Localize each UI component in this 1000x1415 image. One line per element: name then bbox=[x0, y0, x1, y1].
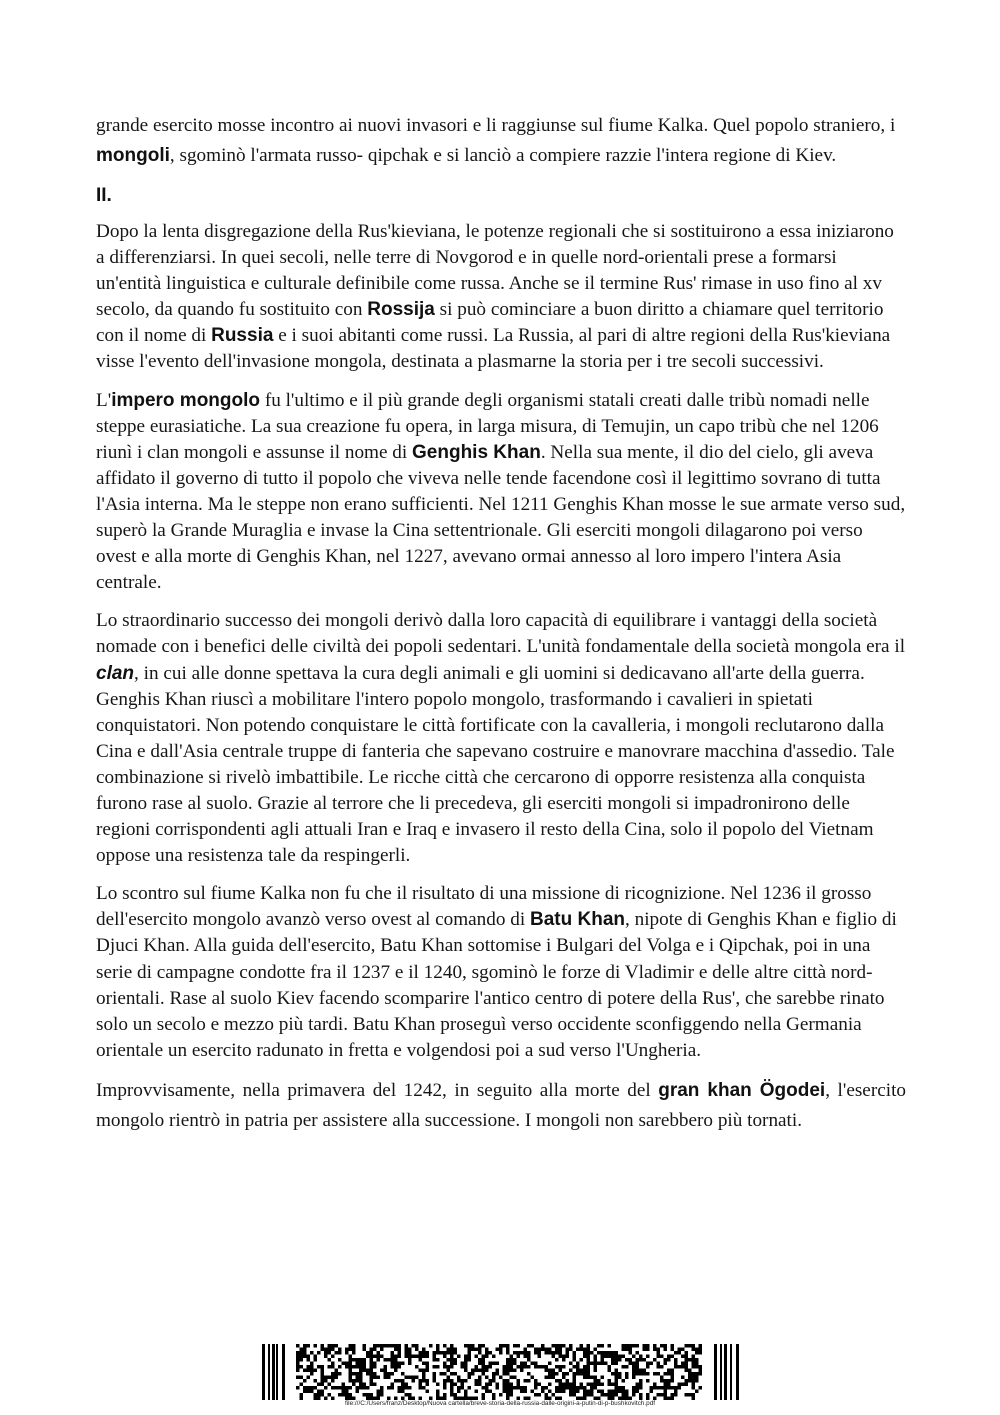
bold-term: Genghis Khan bbox=[412, 441, 541, 463]
page-footer bbox=[248, 1332, 752, 1410]
bold-term: Russia bbox=[211, 325, 274, 347]
paragraph-rus-disintegration bbox=[96, 219, 906, 376]
text-run: grande esercito mosse incontro ai nuovi invasori e li raggiunse sul fiume Kalka. Quel popolo straniero, i bbox=[96, 115, 896, 136]
barcode-image bbox=[262, 1344, 740, 1400]
document-page bbox=[96, 111, 906, 1148]
paragraph-mongol-success bbox=[96, 608, 906, 869]
paragraph-ogodei-death bbox=[96, 1076, 906, 1136]
file-path-footer: file:///C:/Users/franz/Desktop/Nuova cartella/breve-storia-della-russia-dalle-origini-a-putin-di-p-bushkovitch.pdf bbox=[344, 1400, 656, 1407]
text-run: , nipote di Genghis Khan e figlio di Djuci Khan. Alla guida dell'esercito, Batu Khan sottomise i Bulgari del Volga e i Qipchak, poi in una serie di campagne condotte fra il 1237 e il 1240, sgominò le forze di Vladimir e delle altre città nord-orientali. Rase al suolo Kiev facendo scomparire l'antico centro di potere della Rus', che sarebbe rinato solo un secolo e mezzo più tardi. Batu Khan proseguì verso occidente sconfiggendo nella Germania orientale un esercito radunato in fretta e volgendosi poi a sud verso l'Ungheria. bbox=[96, 909, 897, 1061]
text-run: Improvvisamente, nella primavera del 1242, in seguito alla morte del bbox=[96, 1079, 659, 1101]
bold-term: gran khan Ögodei bbox=[658, 1079, 826, 1101]
text-run: , in cui alle donne spettava la cura degli animali e gli uomini si dedicavano all'arte della guerra. Genghis Khan riuscì a mobilitare l'intero popolo mongolo, trasformando i cavalieri in spietati conquistatori. Non potendo conquistare le città fortificate con la cavalleria, i mongoli reclutarono dalla Cina e dall'Asia centrale truppe di fanteria che sapevano costruire e manovrare macchina d'assedio. Tale combinazione si rivelò imbattibile. Le ricche città che cercarono di opporre resistenza alla conquista furono rase al suolo. Grazie al terrore che li precedeva, gli eserciti mongoli si impadronirono delle regioni corrispondenti agli attuali Iran e Iraq e invasero il resto della Cina, solo il popolo del Vietnam oppose una resistenza tale da respingerli. bbox=[96, 662, 895, 867]
text-run: Lo straordinario successo dei mongoli derivò dalla loro capacità di equilibrare i vantaggi della società nomade con i benefici delle civiltà dei popoli sedentari. L'unità fondamentale della società mongola era il bbox=[96, 610, 906, 658]
bold-term: mongoli bbox=[96, 145, 170, 166]
text-run: Dopo la lenta disgregazione della Rus'kieviana, le potenze regionali che si sostituirono a essa iniziarono a differenziarsi. In quei secoli, nelle terre di Novgorod e in quelle nord-orientali prese a formarsi un'entità linguistica e culturale definibile come russa. Anche se il termine Rus' rimase in uso fino al xv secolo, da quando fu sostituito con bbox=[96, 221, 894, 321]
text-run: Lo scontro sul fiume Kalka non fu che il risultato di una missione di ricognizione. Nel 1236 il grosso dell'esercito mongolo avanzò verso ovest al comando di bbox=[96, 883, 872, 931]
bold-term: Rossija bbox=[367, 299, 435, 321]
bold-term: impero mongolo bbox=[111, 389, 261, 411]
paragraph-batu-khan bbox=[96, 881, 906, 1064]
text-run: fu l'ultimo e il più grande degli organismi statali creati dalle tribù nomadi nelle steppe eurasiatiche. La sua creazione fu opera, in larga misura, di Temujin, un capo tribù che nel 1206 riunì i clan mongoli e assunse il nome di bbox=[96, 389, 879, 463]
text-run: e i suoi abitanti come russi. La Russia, al pari di altre regioni della Rus'kieviana visse l'evento dell'invasione mongola, destinata a plasmarne la storia per i tre secoli successivi. bbox=[96, 325, 891, 373]
text-run: , l'esercito mongolo rientrò in patria per assistere alla successione. I mongoli non sarebbero più tornati. bbox=[96, 1079, 906, 1131]
text-run: . Nella sua mente, il dio del cielo, gli aveva affidato il governo di tutto il popolo che viveva nelle tende facendone così il legittimo sovrano di tutta l'Asia interna. Ma le steppe non erano sufficienti. Nel 1211 Genghis Khan mosse le sue armate verso sud, superò la Grande Muraglia e invase la Cina settentrionale. Gli eserciti mongoli dilagarono poi verso ovest e alla morte di Genghis Khan, nel 1227, avevano ormai annesso al loro impero l'intera Asia centrale. bbox=[96, 441, 906, 594]
paragraph-mongol-empire bbox=[96, 388, 906, 597]
paragraph-kalka-intro bbox=[96, 111, 906, 171]
text-run: L' bbox=[96, 389, 112, 411]
text-run: , sgominò l'armata russo- qipchak e si lanciò a compiere razzie l'intera regione di Kiev. bbox=[169, 145, 837, 166]
section-heading: II. bbox=[96, 185, 112, 206]
bold-term: Batu Khan bbox=[530, 909, 625, 931]
text-run: si può cominciare a buon diritto a chiamare quel territorio con il nome di bbox=[96, 299, 884, 347]
bold-term: clan bbox=[96, 662, 135, 684]
